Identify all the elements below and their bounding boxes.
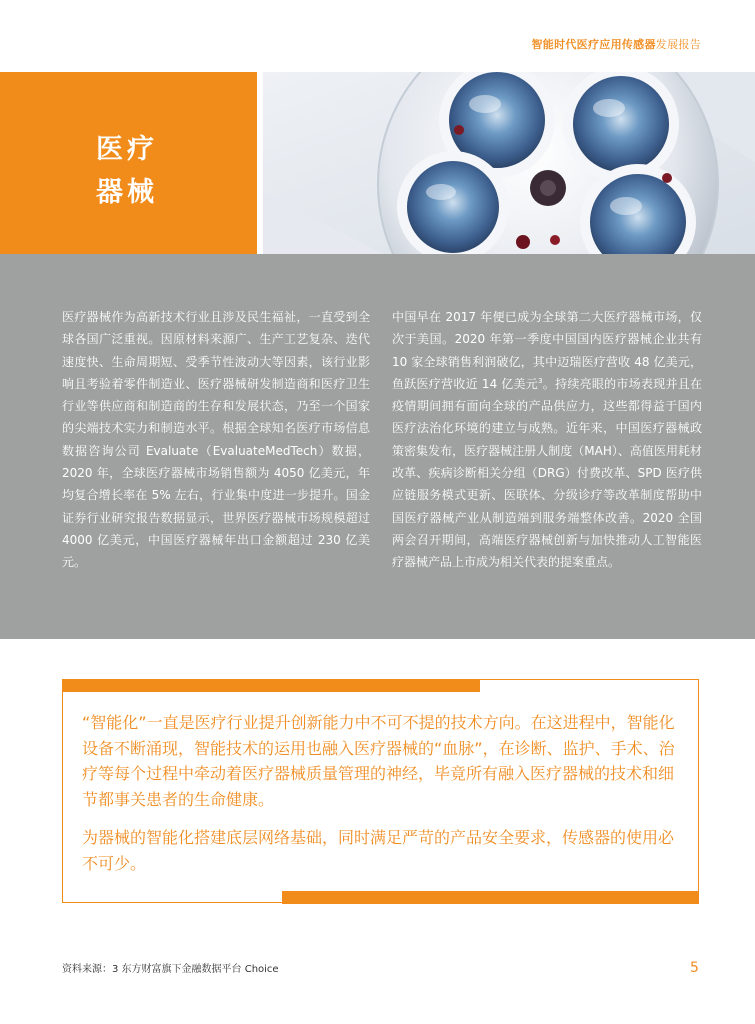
report-title-rest: 发展报告: [655, 38, 701, 51]
body-left-column: 医疗器械作为高新技术行业且涉及民生福祉，一直受到全球各国广泛重视。因原材料来源广、生产工艺复杂、迭代速度快、生命周期短、受季节性波动大等因素，该行业影响且考验着零件制造业、医疗器械研发制造商和医疗卫生行业等供应商和制造商的生存和发展状态，乃至一个国家的尖端技术实力和制造水平。根据全球知名医疗市场信息数据咨询公司 Evaluate（EvaluateMedTech）数据，2020 年，全球医疗器械市场销售额为 4050 亿美元，年均复合增长率在 5% 左右，行业集中度进一步提升。国金证券行业研究报告数据显示，世界医疗器械市场规模超过 4000 亿美元，中国医疗器械年出口金额超过 230 亿美元。: [62, 310, 370, 570]
quote-box-bottom-line: [62, 902, 282, 903]
quote-paragraph-2: 为器械的智能化搭建底层网络基础，同时满足严苛的产品安全要求，传感器的使用必不可少。: [82, 828, 675, 873]
quote-box-top-bar: [62, 679, 480, 692]
body-right-text-part1: 中国早在 2017 年便已成为全球第二大医疗器械市场，仅次于美国。2020 年第一季度中国国内医疗器械企业共有 10 家全球销售利润破亿，其中迈瑞医疗营收 48 亿美元，鱼跃医疗营收近 14 亿美元: [392, 310, 702, 391]
page-number: 5: [690, 960, 699, 976]
quote-box-top-line: [480, 679, 698, 680]
body-right-text-part2: 。持续亮眼的市场表现并且在疫情期间拥有面向全球的产品供应力，这些都得益于国内医疗法治化环境的建立与成熟。近年来，中国医疗器械政策密集发布，医疗器械注册人制度（MAH）、高值医用耗材改革、疾病诊断相关分组（DRG）付费改革、SPD 医疗供应链服务模式更新、医联体、分级诊疗等改革制度帮助中国医疗器械产业从制造端到服务端整体改善。2020 全国两会召开期间，高端医疗器械创新与加快推动人工智能医疗器械产品上市成为相关代表的提案重点。: [392, 376, 702, 570]
section-title-line1: 医疗: [96, 134, 158, 165]
quote-box-bottom-bar: [282, 891, 699, 904]
quote-paragraph-1: “智能化”一直是医疗行业提升创新能力中不可不提的技术方向。在这进程中，智能化设备不断涌现，智能技术的运用也融入医疗器械的“血脉”，在诊断、监护、手术、治疗等每个过程中牵动着医疗器械质量管理的神经，毕竟所有融入医疗器械的技术和细节都事关患者的生命健康。: [82, 713, 675, 809]
body-right-column: [392, 306, 702, 574]
surgical-lamp-image: [263, 72, 755, 254]
report-header-title: [531, 36, 701, 52]
quote-box-left-line: [62, 692, 63, 902]
quote-box-right-line: [698, 679, 699, 891]
surgical-lamp-illustration: [263, 72, 755, 254]
section-title-block: [0, 72, 257, 254]
report-title-bold: 智能时代医疗应用传感器: [531, 38, 656, 51]
source-note: 资料来源：3 东方财富旗下金融数据平台 Choice: [62, 964, 279, 975]
footnote-marker: 3: [538, 376, 543, 385]
section-title-line2: 器械: [96, 177, 158, 208]
